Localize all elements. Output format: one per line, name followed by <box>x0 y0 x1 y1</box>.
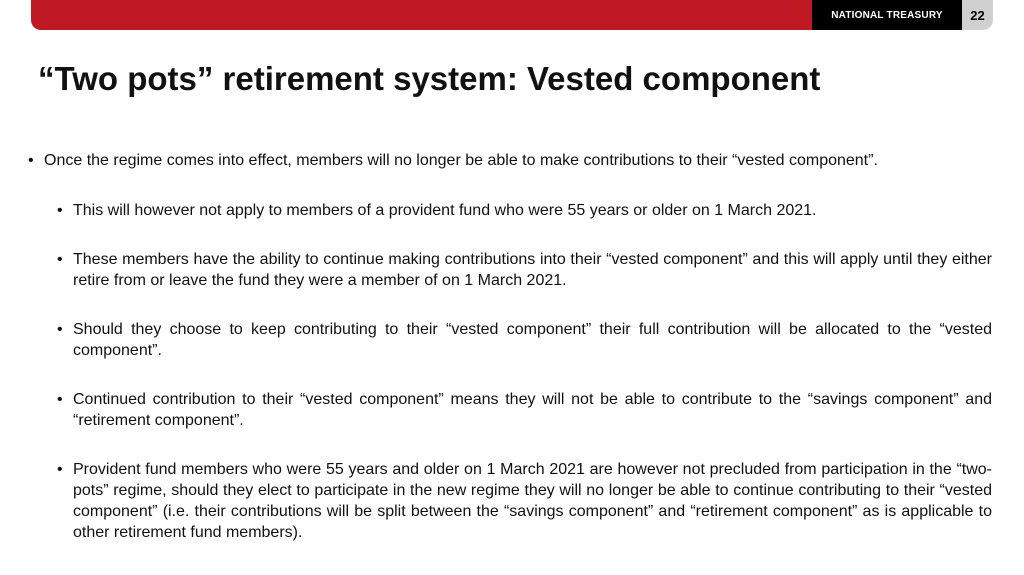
bullet-text: These members have the ability to continue making contributions into their “vested component” and this will apply until they either retire from or leave the fund they were a member of on 1 March 2021. <box>73 251 992 289</box>
bullet-item <box>57 319 992 361</box>
page-number: 22 <box>962 0 993 30</box>
bullet-text: Once the regime comes into effect, members will no longer be able to make contributions to their “vested component”. <box>44 152 878 169</box>
bullet-item <box>57 200 992 221</box>
org-label: NATIONAL TREASURY <box>812 0 962 30</box>
bullet-text: This will however not apply to members of a provident fund who were 55 years or older on 1 March 2021. <box>73 202 817 219</box>
bullet-item <box>28 150 992 171</box>
bullet-icon: • <box>57 321 63 338</box>
slide-title: “Two pots” retirement system: Vested component <box>38 60 821 97</box>
bullet-text: Should they choose to keep contributing to their “vested component” their full contribution will be allocated to the “vested component”. <box>73 321 992 359</box>
bullet-icon: • <box>57 251 63 268</box>
bullet-icon: • <box>28 152 34 169</box>
header-bar <box>31 0 993 30</box>
bullet-list <box>28 150 992 543</box>
bullet-item <box>57 249 992 291</box>
bullet-item <box>57 389 992 431</box>
bullet-text: Continued contribution to their “vested component” means they will not be able to contribute to the “savings component” and “retirement component”. <box>73 391 992 429</box>
header-red-band <box>31 0 812 30</box>
bullet-icon: • <box>57 461 63 478</box>
bullet-item <box>57 459 992 543</box>
bullet-icon: • <box>57 202 63 219</box>
bullet-text: Provident fund members who were 55 years and older on 1 March 2021 are however not precluded from participation in the “two-pots” regime, should they elect to participate in the new regime they will no longer be able to continue contributing to their “vested component” (i.e. their contributions will be split between the “savings component” and “retirement component” as is applicable to other retirement fund members). <box>73 461 992 541</box>
bullet-icon: • <box>57 391 63 408</box>
